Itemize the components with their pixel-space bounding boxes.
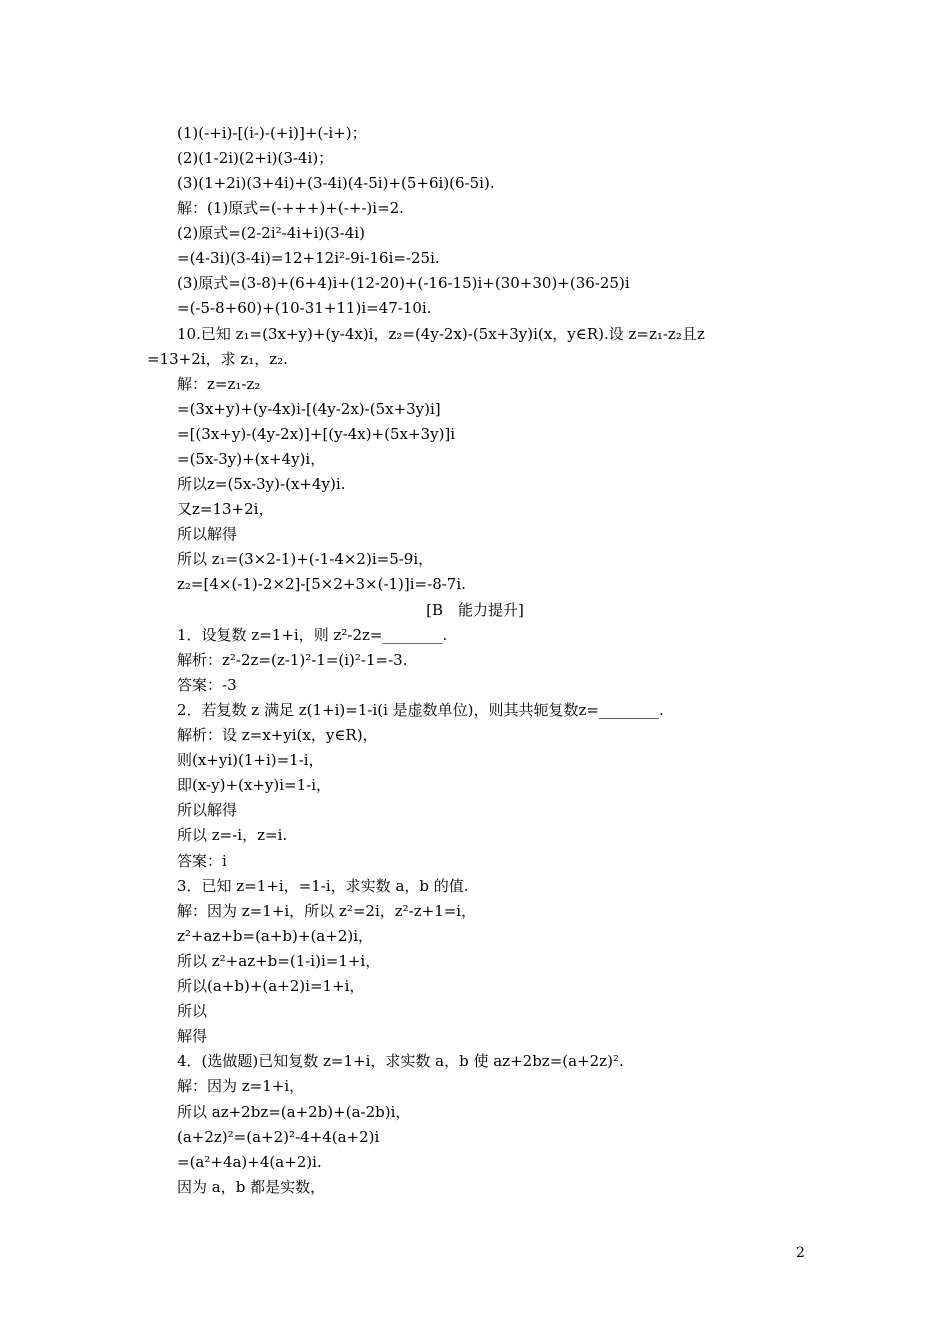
text-line: 又z=13+2i， [177,500,274,518]
text-line: =13+2i，求 z₁，z₂. [147,350,288,368]
text-line: 所以 z²+az+b=(1-i)i=1+i， [177,952,381,970]
text-line: 所以解得 [177,801,238,819]
text-line: 解得 [177,1027,208,1045]
text-line: (a+2z)²=(a+2)²-4+4(a+2)i [177,1128,380,1146]
text-line: 所以(a+b)+(a+2)i=1+i， [177,977,365,995]
text-line: =(-5-8+60)+(10-31+11)i=47-10i. [177,299,432,317]
answer-line: 答案：-3 [177,676,237,694]
text-line: 即(x-y)+(x+y)i=1-i， [177,776,331,794]
text-line: 解：因为 z=1+i， [177,1077,305,1095]
problem-4-statement: 4．(选做题)已知复数 z=1+i，求实数 a，b 使 az+2bz=(a+2z)². [177,1052,624,1070]
text-line: 解：(1)原式=(-+++)+(-+-)i=2. [177,199,404,217]
text-line: (3)原式=(3-8)+(6+4)i+(12-20)+(-16-15)i+(30+30)+(36-25)i [177,274,630,292]
text-line: =(4-3i)(3-4i)=12+12i²-9i-16i=-25i. [177,249,440,267]
text-line: (3)(1+2i)(3+4i)+(3-4i)(4-5i)+(5+6i)(6-5i). [177,174,495,192]
page-number: 2 [796,1245,805,1261]
text-line: 所以 z₁=(3×2-1)+(-1-4×2)i=5-9i， [177,550,434,568]
answer-line: 答案：i [177,852,227,870]
text-line: 所以解得 [177,525,238,543]
text-line: z²+az+b=(a+b)+(a+2)i， [177,927,374,945]
section-heading: [B 能力提升] [426,601,524,619]
problem-10-statement: 10.已知 z₁=(3x+y)+(y-4x)i，z₂=(4y-2x)-(5x+3y)i(x，y∈R).设 z=z₁-z₂且z [177,325,705,343]
text-line: 所以z=(5x-3y)-(x+4y)i. [177,475,346,493]
text-line: =(3x+y)+(y-4x)i-[(4y-2x)-(5x+3y)i] [177,400,441,418]
text-line: (2)(1-2i)(2+i)(3-4i)； [177,149,334,167]
text-line: 解析：设 z=x+yi(x，y∈R)， [177,726,378,744]
text-line: (1)(-+i)-[(i-)-(+i)]+(-i+)； [177,124,367,142]
text-line: 因为 a，b 都是实数， [177,1178,326,1196]
text-line: =(a²+4a)+4(a+2)i. [177,1153,322,1171]
text-line: 所以 az+2bz=(a+2b)+(a-2b)i， [177,1103,411,1121]
text-line: 解：z=z₁-z₂ [177,375,261,393]
problem-3-statement: 3．已知 z=1+i，=1-i，求实数 a，b 的值. [177,877,469,895]
problem-2-statement: 2．若复数 z 满足 z(1+i)=1-i(i 是虚数单位)，则其共轭复数z=________. [177,701,664,719]
text-line: 解：因为 z=1+i，所以 z²=2i，z²-z+1=i， [177,902,477,920]
text-line: 所以 [177,1002,208,1020]
text-line: =(5x-3y)+(x+4y)i， [177,450,326,468]
text-line: (2)原式=(2-2i²-4i+i)(3-4i) [177,224,365,242]
text-line: z₂=[4×(-1)-2×2]-[5×2+3×(-1)]i=-8-7i. [177,575,466,593]
text-line: 解析：z²-2z=(z-1)²-1=(i)²-1=-3. [177,651,408,669]
text-line: 则(x+yi)(1+i)=1-i， [177,751,324,769]
text-line: =[(3x+y)-(4y-2x)]+[(y-4x)+(5x+3y)]i [177,425,456,443]
text-line: 所以 z=-i，z=i. [177,826,288,844]
problem-1-statement: 1．设复数 z=1+i，则 z²-2z=________. [177,626,448,644]
